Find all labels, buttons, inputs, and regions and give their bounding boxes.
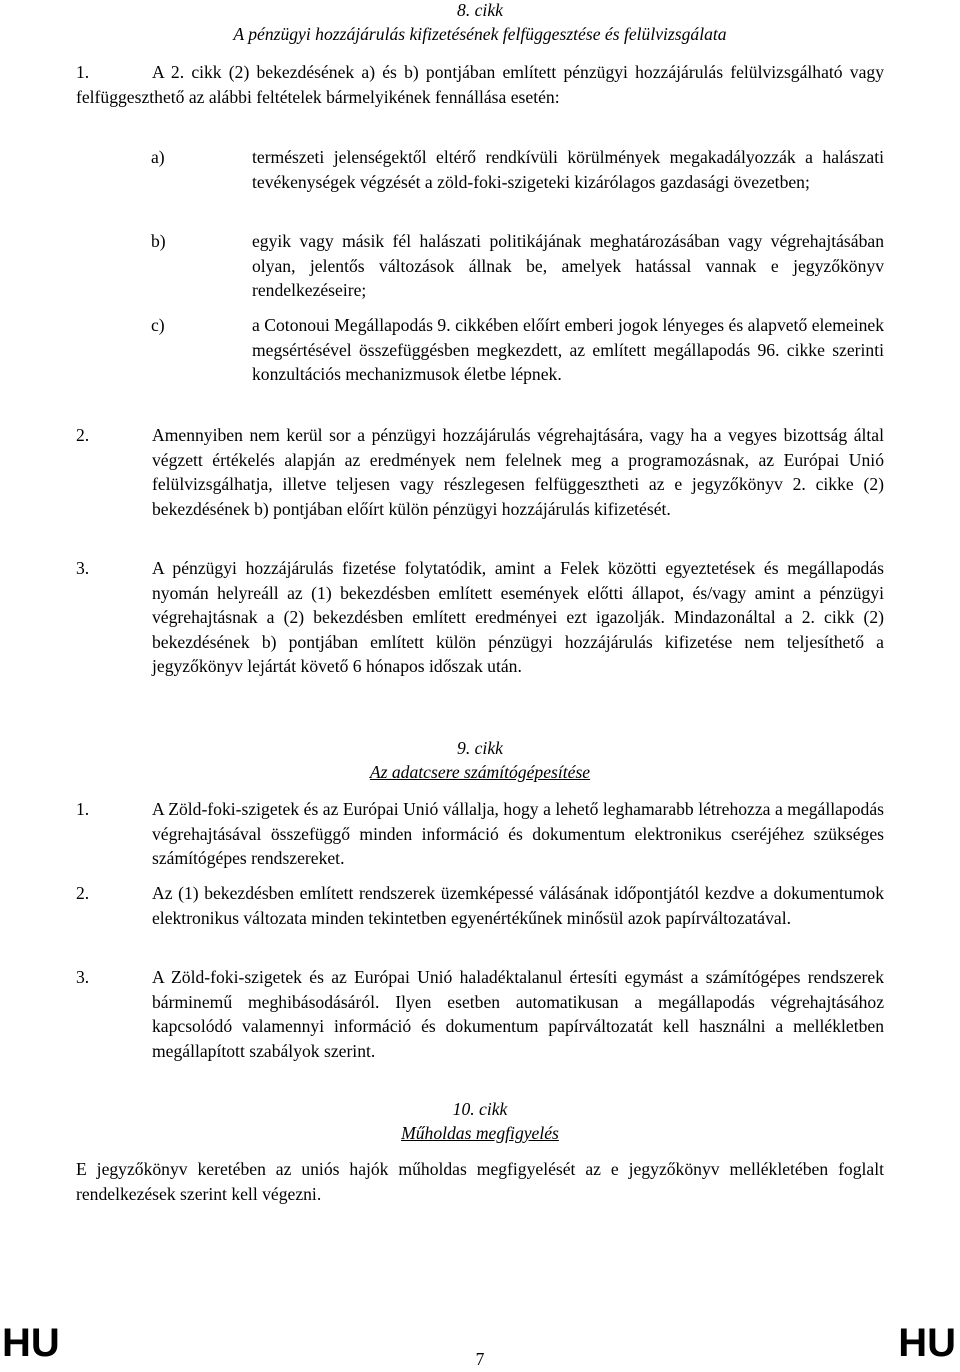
point-text: egyik vagy másik fél halászati politikájának meghatározásában vagy végrehajtásában olyan, jelentős változások állnak be, amelyek hatással vannak e jegyzőkönyv rendelkezéseire; — [252, 231, 884, 300]
article-8-paragraph-1 — [76, 60, 884, 109]
article-10-text: E jegyzőkönyv keretében az uniós hajók műholdas megfigyelését az e jegyzőkönyv mellékletében foglalt rendelkezések szerint kell végezni. — [76, 1159, 884, 1204]
article-8-paragraph-3 — [76, 556, 884, 679]
article-8-point-a — [151, 145, 884, 194]
article-8-paragraph-2 — [76, 423, 884, 521]
paragraph-number: 3. — [76, 558, 90, 578]
paragraph-number: 2. — [76, 425, 90, 445]
article-8-point-c — [151, 313, 884, 387]
article-8-number: 8. cikk — [457, 0, 503, 20]
point-text: a Cotonoui Megállapodás 9. cikkében előírt emberi jogok lényeges és alapvető elemeinek megsértésével összefüggésben megkezdett, az említett megállapodás 96. cikke szerinti konzultációs mechanizmusok életbe lépnek. — [252, 315, 884, 384]
paragraph-number: 3. — [76, 967, 90, 987]
paragraph-text: A Zöld-foki-szigetek és az Európai Unió vállalja, hogy a lehető leghamarabb létrehozza a megállapodás végrehajtásával összefüggő minden információ és dokumentum elektronikus cseréjéhez szükséges számítógépes rendszereket. — [152, 799, 884, 868]
article-10-title: Műholdas megfigyelés — [401, 1123, 559, 1143]
article-9-paragraph-1 — [76, 797, 884, 871]
point-text: természeti jelenségektől eltérő rendkívüli körülmények megakadályozzák a halászati tevékenységek végzését a zöld-foki-szigeteki kizárólagos gazdasági övezetben; — [252, 147, 884, 192]
paragraph-number: 2. — [76, 883, 90, 903]
page-number: 7 — [475, 1349, 485, 1369]
point-label: a) — [151, 147, 165, 167]
paragraph-text: A pénzügyi hozzájárulás fizetése folytatódik, amint a Felek közötti egyeztetések és megállapodás nyomán helyreáll az (1) bekezdésben említett események előtti állapot, és/vagy amint a pénzügyi végrehajtásnak a (2) bekezdésben említett eredményei ezt igazolják. Mindazonáltal a 2. cikk (2) bekezdésének b) pontjában említett külön pénzügyi hozzájárulás kifizetése nem teljesíthető a jegyzőkönyv lejártát követő 6 hónapos időszak után. — [152, 558, 884, 676]
article-9-number: 9. cikk — [457, 738, 503, 758]
paragraph-number: 1. — [76, 62, 90, 82]
paragraph-text: A Zöld-foki-szigetek és az Európai Unió haladéktalanul értesíti egymást a számítógépes rendszerek bárminemű meghibásodásáról. Ilyen esetben automatikusan a megállapodás végrehajtásához kapcsolódó valamennyi információ és dokumentum papírváltozatát kell használni a mellékletben megállapított szabályok szerint. — [152, 967, 884, 1061]
paragraph-number: 1. — [76, 799, 90, 819]
article-10-number: 10. cikk — [452, 1099, 508, 1119]
paragraph-text: Az (1) bekezdésben említett rendszerek üzemképessé válásának időpontjától kezdve a dokumentumok elektronikus változata minden tekintetben egyenértékűnek minősül azok papírváltozatával. — [152, 883, 884, 928]
article-9-paragraph-2 — [76, 881, 884, 930]
language-code-right: HU — [898, 1321, 956, 1365]
point-label: b) — [151, 231, 166, 251]
point-label: c) — [151, 315, 165, 335]
article-8-title: A pénzügyi hozzájárulás kifizetésének felfüggesztése és felülvizsgálata — [233, 24, 727, 44]
paragraph-text: Amennyiben nem kerül sor a pénzügyi hozzájárulás végrehajtására, vagy ha a vegyes bizottság által végzett értékelés alapján az eredmények nem felelnek meg a programozásnak, az Európai Unió felülvizsgálhatja, illetve teljesen vagy részlegesen felfüggesztheti az e jegyzőkönyv 2. cikke (2) bekezdésének b) pontjában előírt külön pénzügyi hozzájárulás kifizetését. — [152, 425, 884, 519]
article-8-point-b — [151, 229, 884, 303]
language-code-left: HU — [2, 1321, 60, 1365]
paragraph-text: A 2. cikk (2) bekezdésének a) és b) pontjában említett pénzügyi hozzájárulás felülvizsgálható vagy felfüggeszthető az alábbi feltételek bármelyikének fennállása esetén: — [76, 62, 884, 107]
article-9-paragraph-3 — [76, 965, 884, 1063]
article-9-title: Az adatcsere számítógépesítése — [369, 762, 591, 782]
